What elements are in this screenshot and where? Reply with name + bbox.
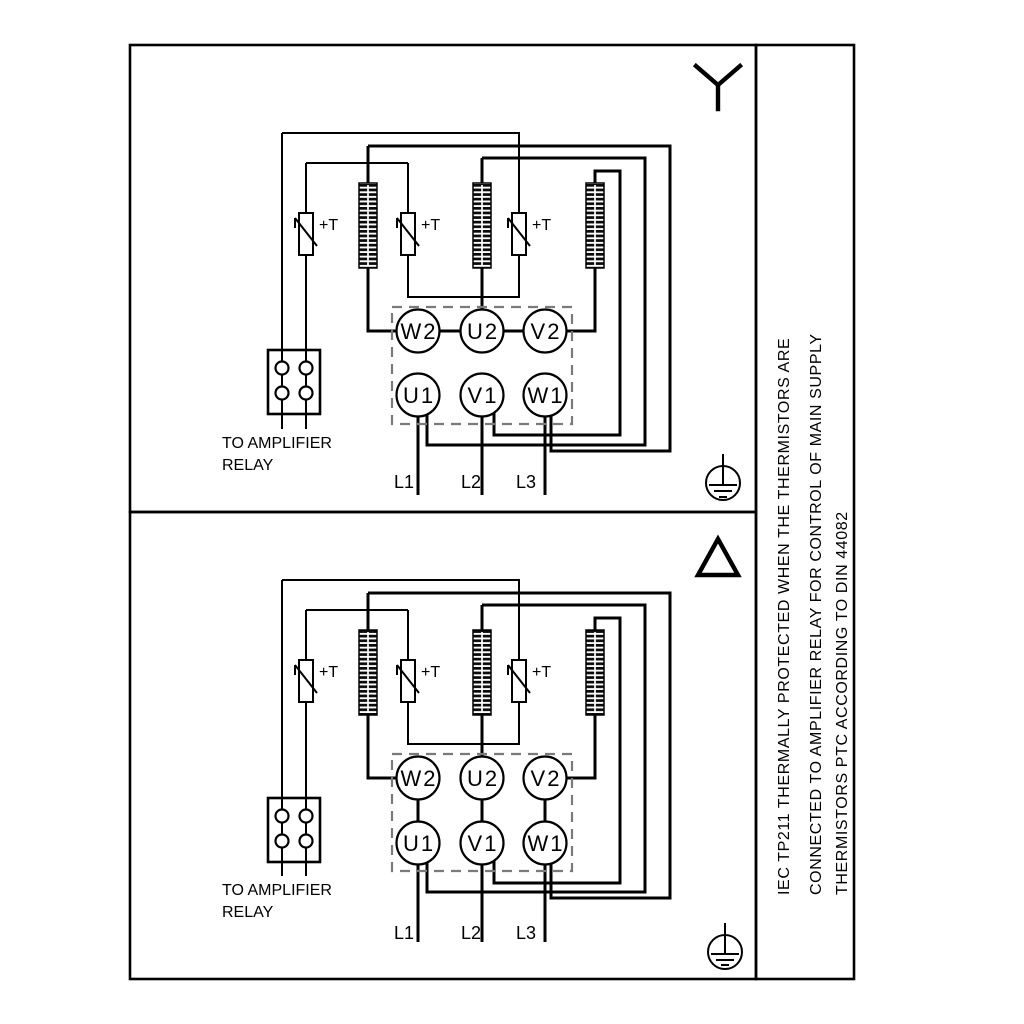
winding-coil — [359, 183, 377, 268]
terminal-w1 — [524, 822, 567, 865]
thermistor-label: +T — [319, 664, 339, 681]
thermistor-label: +T — [532, 664, 552, 681]
thermistor-label: +T — [532, 217, 552, 234]
relay-caption-line1: TO AMPLIFIER — [222, 882, 332, 899]
terminal-w1 — [524, 374, 567, 417]
sidebar-note-line2: CONNECTED TO AMPLIFIER RELAY FOR CONTROL OF MAIN SUPPLY — [808, 333, 825, 895]
supply-label-l3: L3 — [516, 472, 537, 492]
sidebar-note-line3: THERMISTORS PTC ACCORDING TO DIN 44082 — [834, 511, 851, 895]
terminal-v1 — [461, 374, 504, 417]
terminal-label: V2 — [530, 319, 562, 344]
terminal-label: V1 — [467, 831, 499, 856]
supply-label-l1: L1 — [394, 923, 415, 943]
winding-coil — [586, 183, 604, 268]
terminal-w2 — [397, 757, 440, 800]
terminal-label: V2 — [530, 766, 562, 791]
supply-label-l2: L2 — [461, 472, 482, 492]
terminal-v1 — [461, 822, 504, 865]
terminal-v2 — [524, 310, 567, 353]
terminal-w2 — [397, 310, 440, 353]
relay-caption-line2: RELAY — [222, 904, 274, 921]
winding-coil — [473, 630, 491, 715]
sidebar-note-line1: IEC TP211 THERMALLY PROTECTED WHEN THE THERMISTORS ARE — [776, 337, 793, 895]
terminal-label: U1 — [402, 831, 436, 856]
thermistor-label: +T — [421, 664, 441, 681]
terminal-label: W1 — [527, 831, 565, 856]
winding-coil — [473, 183, 491, 268]
supply-label-l3: L3 — [516, 923, 537, 943]
terminal-label: U2 — [466, 766, 500, 791]
terminal-label: V1 — [467, 383, 499, 408]
terminal-label: W2 — [400, 319, 438, 344]
terminal-label: W1 — [527, 383, 565, 408]
terminal-v2 — [524, 757, 567, 800]
terminal-label: U1 — [402, 383, 436, 408]
terminal-label: W2 — [400, 766, 438, 791]
thermistor-label: +T — [421, 217, 441, 234]
thermistor-label: +T — [319, 217, 339, 234]
terminal-u2 — [461, 310, 504, 353]
relay-caption-line1: TO AMPLIFIER — [222, 435, 332, 452]
terminal-u1 — [397, 374, 440, 417]
winding-coil — [359, 630, 377, 715]
terminal-label: U2 — [466, 319, 500, 344]
terminal-u2 — [461, 757, 504, 800]
supply-label-l2: L2 — [461, 923, 482, 943]
terminal-u1 — [397, 822, 440, 865]
winding-coil — [586, 630, 604, 715]
supply-label-l1: L1 — [394, 472, 415, 492]
relay-caption-line2: RELAY — [222, 457, 274, 474]
